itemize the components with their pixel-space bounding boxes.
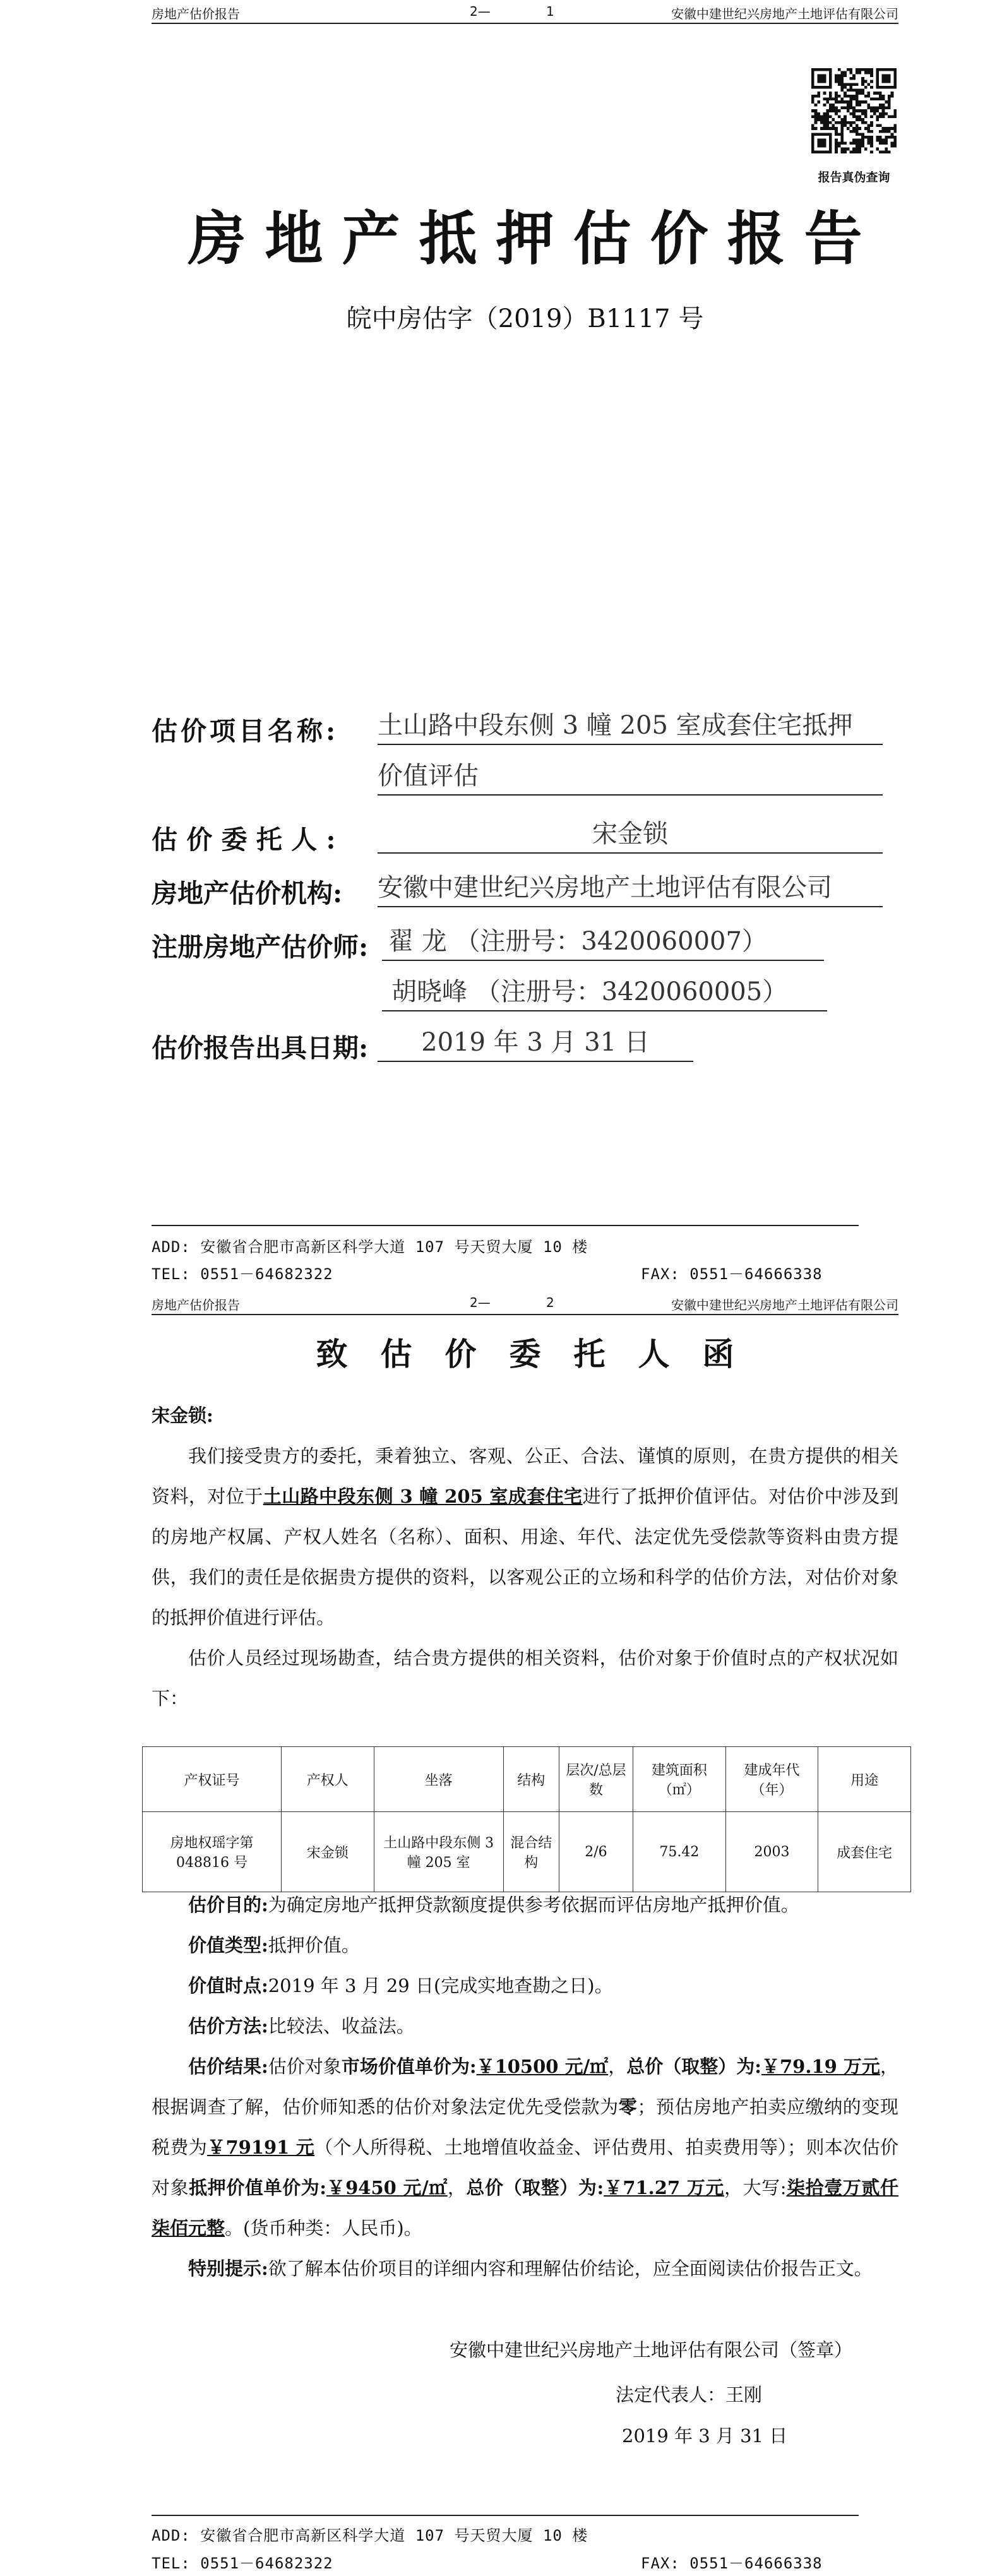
cell-location: 土山路中段东侧 3 幢 205 室: [374, 1812, 503, 1892]
value-time-line: 价值时点:2019 年 3 月 29 日(完成实地查勘之日)。: [188, 1975, 613, 1996]
footer-fax: FAX: 0551－64666338: [641, 1265, 823, 1283]
col-owner: 产权人: [281, 1747, 374, 1812]
company-signature: 安徽中建世纪兴房地产土地评估有限公司（签章）: [450, 2339, 853, 2361]
col-year: 建成年代（年）: [725, 1747, 818, 1812]
project-label: 估价项目名称:: [152, 716, 339, 746]
footer-tel: TEL: 0551－64682322: [152, 1265, 333, 1283]
qr-caption: 报告真伪查询: [818, 170, 890, 184]
appraiser-1: 翟 龙 （注册号：3420060007）: [382, 923, 824, 961]
header-left: 房地产估价报告: [152, 6, 240, 21]
date-value: 2019 年 3 月 31 日: [378, 1024, 693, 1062]
property-address: 土山路中段东侧 3 幢 205 室成套住宅: [263, 1486, 583, 1507]
paragraph-2: 估价人员经过现场勘查，结合贵方提供的相关资料，估价对象于价值时点的产权状况如下：: [152, 1647, 898, 1709]
amount-in-words: 柒拾壹万贰仟柒佰元整: [152, 2177, 898, 2239]
market-unit-price: ￥10500 元/㎡: [476, 2056, 609, 2077]
value-type-line: 价值类型:抵押价值。: [188, 1935, 360, 1956]
paragraph-1: 我们接受贵方的委托，秉着独立、客观、公正、合法、谨慎的原则，在贵方提供的相关资料，对位于土山路中段东侧 3 幢 205 室成套住宅进行了抵押价值评估。对估价中涉及到的房地产权属、产权人姓名（名称）、面积、用途、年代、法定优先受偿款等资料由贵方提供，我们的责任是依据贵方提供的资料，以客观公正的立场和科学的估价方法，对估价对象的抵押价值进行评估。: [152, 1445, 898, 1628]
result-paragraph: 估价结果:估价对象市场价值单价为:￥10500 元/㎡，总价（取整）为:￥79.19 万元，根据调查了解，估价师知悉的估价对象法定优先受偿款为零；预估房地产拍卖应缴纳的变现税费为￥79191 元（个人所得税、土地增值收益金、评估费用、拍卖费用等）；则本次估价对象抵押价值单价为:￥9450 元/㎡，总价（取整）为:￥71.27 万元，大写:柒拾壹万贰仟柒佰元整。(货币种类：人民币)。: [152, 2056, 898, 2239]
table-header-row: [143, 1747, 911, 1812]
footer-address: ADD: 安徽省合肥市高新区科学大道 107 号天贸大厦 10 楼: [152, 2527, 588, 2544]
appraiser-label: 注册房地产估价师:: [152, 932, 369, 962]
header-page-prefix: 2—: [470, 1295, 491, 1310]
header-right: 安徽中建世纪兴房地产土地评估有限公司: [671, 6, 898, 21]
client-label: 估 价 委 托 人 :: [152, 825, 336, 855]
cell-year: 2003: [725, 1812, 818, 1892]
header-right: 安徽中建世纪兴房地产土地评估有限公司: [671, 1297, 898, 1313]
report-title: 房地产抵押估价报告: [188, 205, 881, 273]
col-location: 坐落: [374, 1747, 503, 1812]
col-area: 建筑面积（㎡）: [633, 1747, 726, 1812]
date-label: 估价报告出具日期:: [152, 1033, 369, 1063]
footer-divider: [152, 2515, 859, 2516]
cell-structure: 混合结构: [503, 1812, 559, 1892]
qr-code-icon[interactable]: [811, 68, 897, 153]
agency-value: 安徽中建世纪兴房地产土地评估有限公司: [378, 869, 883, 907]
col-floor: 层次/总层数: [559, 1747, 633, 1812]
table-row: [143, 1812, 911, 1892]
project-value-line2: 价值评估: [378, 758, 883, 796]
property-table: [142, 1746, 911, 1892]
cell-cert-no: 房地权瑶字第 048816 号: [143, 1812, 282, 1892]
letter-body: [152, 1395, 898, 1719]
mortgage-total-price: ￥71.27 万元: [604, 2177, 724, 2198]
appraiser-2: 胡晓峰 （注册号：3420060005）: [382, 974, 827, 1011]
cell-floor: 2/6: [559, 1812, 633, 1892]
market-total-price: ￥79.19 万元: [761, 2056, 880, 2077]
cell-owner: 宋金锁: [281, 1812, 374, 1892]
salutation: 宋金锁:: [152, 1405, 213, 1426]
page1-header: [152, 0, 898, 24]
footer-divider: [152, 1225, 859, 1226]
letter-details: [152, 1885, 898, 2289]
col-use: 用途: [818, 1747, 911, 1812]
footer-tel: TEL: 0551－64682322: [152, 2555, 333, 2572]
page2-header: [152, 1291, 898, 1315]
notice-line: 特别提示:欲了解本估价项目的详细内容和理解估价结论，应全面阅读估价报告正文。: [188, 2258, 873, 2279]
letter-title: 致估价委托人函: [316, 1335, 767, 1373]
footer-address: ADD: 安徽省合肥市高新区科学大道 107 号天贸大厦 10 楼: [152, 1238, 588, 1256]
col-structure: 结构: [503, 1747, 559, 1812]
client-value: 宋金锁: [378, 816, 883, 854]
col-cert-no: 产权证号: [143, 1747, 282, 1812]
header-page-number: 2: [546, 1295, 554, 1310]
legal-representative: 法定代表人：王刚: [616, 2384, 763, 2406]
project-value-line1: 土山路中段东侧 3 幢 205 室成套住宅抵押: [378, 707, 883, 745]
priority-claims: 零: [618, 2096, 638, 2118]
agency-label: 房地产估价机构:: [152, 878, 343, 909]
header-page-number: 1: [546, 4, 554, 19]
mortgage-unit-price: ￥9450 元/㎡: [326, 2177, 448, 2198]
realization-tax: ￥79191 元: [207, 2137, 315, 2158]
footer-fax: FAX: 0551－64666338: [641, 2555, 823, 2572]
cell-use: 成套住宅: [818, 1812, 911, 1892]
signature-date: 2019 年 3 月 31 日: [622, 2425, 788, 2447]
method-line: 估价方法:比较法、收益法。: [188, 2015, 415, 2037]
purpose-line: 估价目的:为确定房地产抵押贷款额度提供参考依据而评估房地产抵押价值。: [188, 1894, 799, 1916]
report-number: 皖中房估字（2019）B1117 号: [346, 304, 704, 333]
cell-area: 75.42: [633, 1812, 726, 1892]
header-page-prefix: 2—: [470, 4, 491, 19]
header-left: 房地产估价报告: [152, 1297, 240, 1313]
